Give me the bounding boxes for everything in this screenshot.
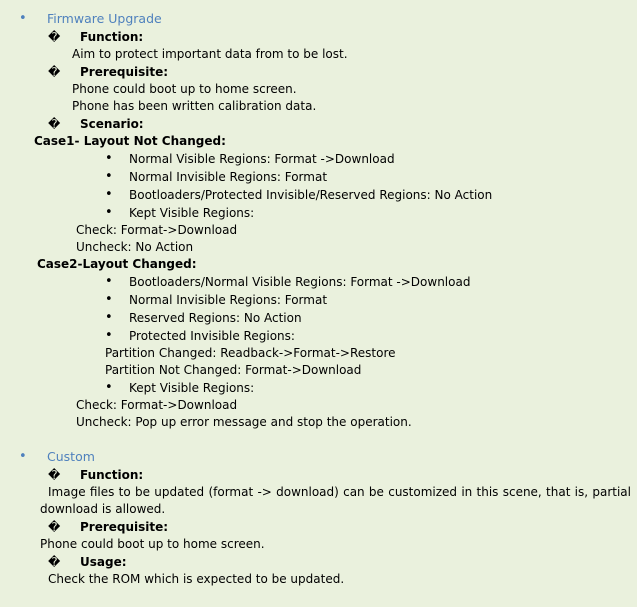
case1-item: Kept Visible Regions: — [129, 206, 255, 220]
case1-item: Bootloaders/Protected Invisible/Reserved Regions: No Action — [129, 188, 493, 202]
case1-title: Case1- Layout Not Changed: — [34, 134, 226, 148]
list-bullet: • — [105, 292, 113, 307]
case2-uncheck: Uncheck: Pop up error message and stop the operation. — [76, 415, 412, 429]
section-title-firmware-upgrade: Firmware Upgrade — [47, 11, 162, 26]
missing-glyph-icon: � — [48, 520, 61, 534]
list-bullet: • — [105, 187, 113, 202]
list-bullet: • — [105, 169, 113, 184]
case1-item: Normal Visible Regions: Format ->Download — [129, 152, 395, 166]
prerequisite-label: Prerequisite: — [80, 520, 169, 534]
custom-prerequisite-text: Phone could boot up to home screen. — [40, 537, 265, 551]
usage-label: Usage: — [80, 555, 127, 569]
list-bullet: • — [105, 328, 113, 343]
list-bullet: • — [105, 380, 113, 395]
case2-item: Normal Invisible Regions: Format — [129, 293, 328, 307]
case2-check: Check: Format->Download — [76, 398, 238, 412]
case2-title: Case2-Layout Changed: — [37, 257, 197, 271]
list-bullet: • — [105, 310, 113, 325]
scenario-label: Scenario: — [80, 117, 144, 131]
missing-glyph-icon: � — [48, 468, 61, 482]
function-label: Function: — [80, 30, 144, 44]
prerequisite-text: Phone could boot up to home screen. — [72, 82, 297, 96]
missing-glyph-icon: � — [48, 65, 61, 79]
partition-not-changed-text: Partition Not Changed: Format->Download — [105, 363, 362, 377]
section-title-custom: Custom — [47, 449, 95, 464]
case2-item: Protected Invisible Regions: — [129, 329, 295, 343]
section-bullet: • — [19, 449, 27, 464]
missing-glyph-icon: � — [48, 555, 61, 569]
case2-item: Kept Visible Regions: — [129, 381, 255, 395]
function-text: Aim to protect important data from to be lost. — [72, 47, 348, 61]
case1-item: Normal Invisible Regions: Format — [129, 170, 328, 184]
missing-glyph-icon: � — [48, 117, 61, 131]
custom-function-text: Image files to be updated (format -> download) can be customized in this scene, that is, partial download is allowed. — [40, 485, 631, 516]
case1-check: Check: Format->Download — [76, 223, 238, 237]
partition-changed-text: Partition Changed: Readback->Format->Restore — [105, 346, 396, 360]
case1-uncheck: Uncheck: No Action — [76, 240, 194, 254]
list-bullet: • — [105, 151, 113, 166]
missing-glyph-icon: � — [48, 30, 61, 44]
function-label: Function: — [80, 468, 144, 482]
list-bullet: • — [105, 274, 113, 289]
section-bullet: • — [19, 11, 27, 26]
prerequisite-label: Prerequisite: — [80, 65, 169, 79]
list-bullet: • — [105, 205, 113, 220]
case2-item: Bootloaders/Normal Visible Regions: Format ->Download — [129, 275, 471, 289]
usage-text: Check the ROM which is expected to be updated. — [48, 572, 345, 586]
case2-item: Reserved Regions: No Action — [129, 311, 302, 325]
prerequisite-text: Phone has been written calibration data. — [72, 99, 317, 113]
